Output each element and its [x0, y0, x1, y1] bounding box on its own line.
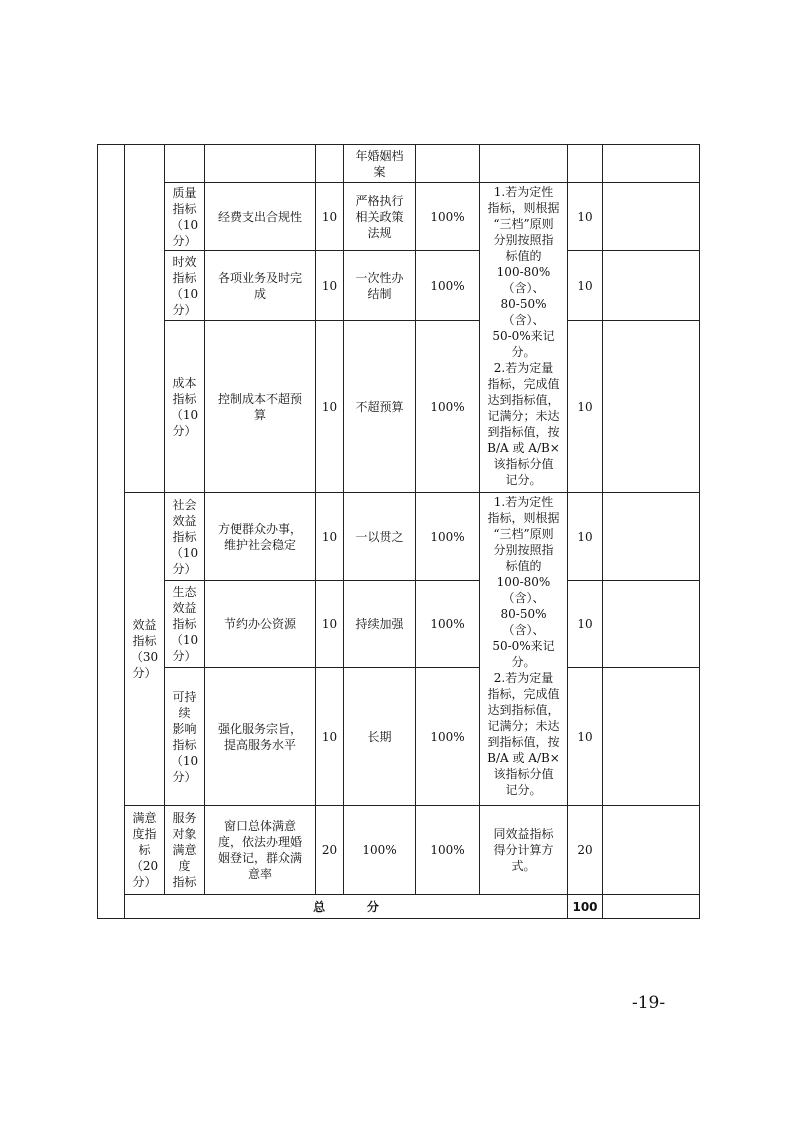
level1-cell	[98, 145, 125, 919]
target-cell: 100%	[416, 251, 480, 321]
sub-indicator-cell: 时效 指标 （10 分）	[165, 251, 205, 321]
total-label: 总 分	[125, 895, 568, 919]
content-cell: 方便群众办事， 维护社会稳定	[205, 493, 316, 581]
remark-cell	[603, 581, 700, 668]
score-cell: 10	[568, 493, 603, 581]
content-cell: 节约办公资源	[205, 581, 316, 668]
remark-cell	[603, 493, 700, 581]
remark-cell	[603, 145, 700, 183]
target-cell	[416, 145, 480, 183]
sub-indicator-cell: 质量 指标 （10 分）	[165, 183, 205, 251]
remark-cell	[603, 895, 700, 919]
weight-cell: 10	[316, 493, 344, 581]
remark-cell	[603, 321, 700, 493]
weight-cell	[316, 145, 344, 183]
score-cell: 10	[568, 668, 603, 806]
remark-cell	[603, 668, 700, 806]
standard-cell: 持续加强	[344, 581, 416, 668]
sub-indicator-cell: 生态 效益 指标 （10 分）	[165, 581, 205, 668]
table-row	[98, 321, 700, 493]
table-row	[98, 183, 700, 251]
weight-cell: 10	[316, 183, 344, 251]
sub-indicator-cell: 服务 对象 满意 度 指标	[165, 806, 205, 895]
score-cell: 10	[568, 321, 603, 493]
remark-cell	[603, 806, 700, 895]
scoring-method-cell: 1.若为定性 指标，则根据 “三档”原则 分别按照指 标值的 100-80% （含）、 80-50%（含）、 50-0%来记 分。 2.若为定量 指标，完成值 达到指标值， 记满分；未达 到指标值，按 B/A 或 A/B× 该指标分值 记分。	[480, 183, 568, 493]
target-cell: 100%	[416, 183, 480, 251]
remark-cell	[603, 183, 700, 251]
weight-cell: 10	[316, 581, 344, 668]
sub-indicator-cell	[165, 145, 205, 183]
weight-cell: 10	[316, 321, 344, 493]
target-cell: 100%	[416, 581, 480, 668]
content-cell: 控制成本不超预 算	[205, 321, 316, 493]
content-cell: 强化服务宗旨， 提高服务水平	[205, 668, 316, 806]
output-category-cell	[125, 145, 165, 493]
sub-indicator-cell: 可持 续 影响 指标 （10 分）	[165, 668, 205, 806]
scoring-method-cell: 1.若为定性 指标，则根据 “三档”原则 分别按照指 标值的 100-80% （含）、 80-50%（含）、 50-0%来记 分。 2.若为定量 指标，完成值 达到指标值， 记满分；未达 到指标值，按 B/A 或 A/B× 该指标分值 记分。	[480, 493, 568, 806]
content-cell: 经费支出合规性	[205, 183, 316, 251]
weight-cell: 20	[316, 806, 344, 895]
performance-table	[97, 144, 700, 919]
standard-cell: 一以贯之	[344, 493, 416, 581]
scoring-method-cell: 同效益指标 得分计算方 式。	[480, 806, 568, 895]
table-row	[98, 493, 700, 581]
standard-cell: 严格执行 相关政策 法规	[344, 183, 416, 251]
sub-indicator-cell: 社会 效益 指标 （10 分）	[165, 493, 205, 581]
standard-cell: 不超预算	[344, 321, 416, 493]
table-row	[98, 145, 700, 183]
score-cell: 10	[568, 251, 603, 321]
weight-cell: 10	[316, 251, 344, 321]
total-row	[98, 895, 700, 919]
content-cell	[205, 145, 316, 183]
target-cell: 100%	[416, 493, 480, 581]
score-cell	[568, 145, 603, 183]
satisfaction-category-cell: 满意 度指 标 （20 分）	[125, 806, 165, 895]
remark-cell	[603, 251, 700, 321]
target-cell: 100%	[416, 321, 480, 493]
weight-cell: 10	[316, 668, 344, 806]
method-cell	[480, 145, 568, 183]
table-row	[98, 806, 700, 895]
standard-cell: 长期	[344, 668, 416, 806]
benefit-category-cell: 效益 指标 （30 分）	[125, 493, 165, 806]
table-row	[98, 251, 700, 321]
standard-cell: 一次性办 结制	[344, 251, 416, 321]
content-cell: 各项业务及时完 成	[205, 251, 316, 321]
total-score: 100	[568, 895, 603, 919]
score-cell: 10	[568, 581, 603, 668]
content-cell: 窗口总体满意 度，依法办理婚 姻登记，群众满 意率	[205, 806, 316, 895]
table-row	[98, 581, 700, 668]
standard-cell: 100%	[344, 806, 416, 895]
standard-cell: 年婚姻档 案	[344, 145, 416, 183]
score-cell: 20	[568, 806, 603, 895]
table-row	[98, 668, 700, 806]
score-cell: 10	[568, 183, 603, 251]
page-number: -19-	[632, 993, 666, 1013]
target-cell: 100%	[416, 668, 480, 806]
sub-indicator-cell: 成本 指标 （10 分）	[165, 321, 205, 493]
target-cell: 100%	[416, 806, 480, 895]
